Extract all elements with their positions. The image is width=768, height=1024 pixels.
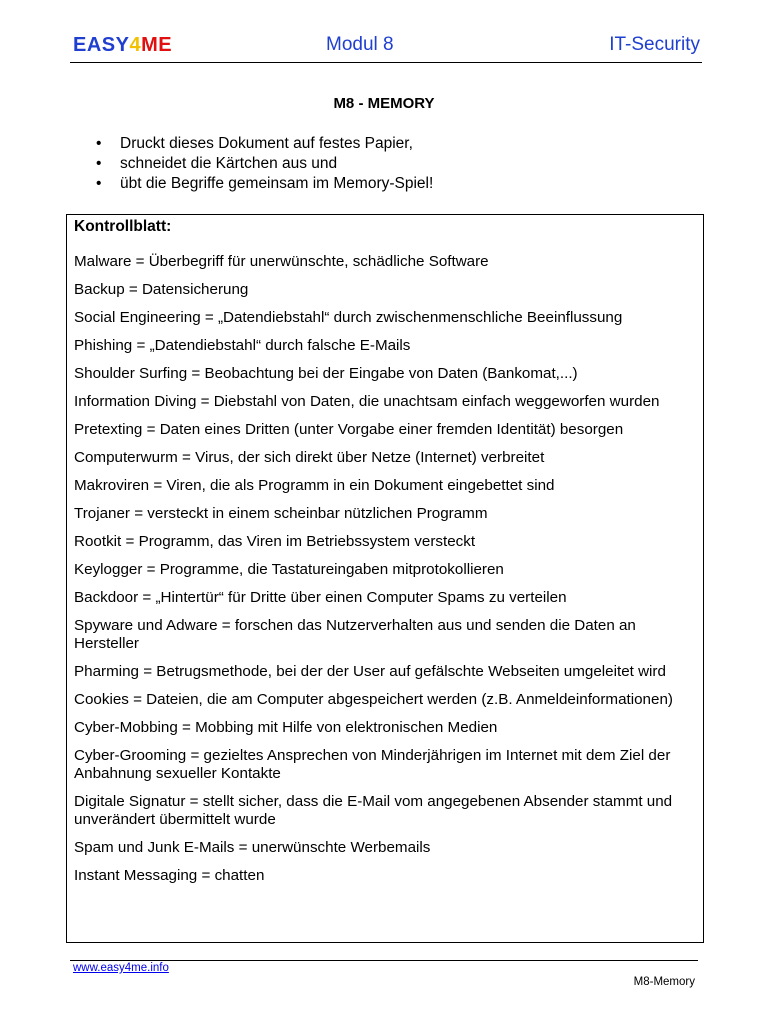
page-header [70, 30, 702, 63]
instruction-text: Druckt dieses Dokument auf festes Papier, [120, 135, 413, 152]
instruction-item [96, 154, 433, 174]
logo-part-easy: EASY [73, 34, 130, 56]
logo-part-me: ME [141, 34, 173, 56]
glossary-entry: Spyware und Adware = forschen das Nutzerverhalten aus und senden die Daten an Hersteller [74, 617, 636, 652]
footer-page-label: M8-Memory [633, 976, 695, 988]
glossary-entry: Makroviren = Viren, die als Programm in ein Dokument eingebettet sind [74, 477, 555, 494]
kontrollblatt-box [66, 214, 704, 943]
glossary-entry: Cyber-Grooming = gezieltes Ansprechen von Minderjährigen im Internet mit dem Ziel der Anbahnung sexueller Kontakte [74, 747, 671, 782]
glossary-entry: Shoulder Surfing = Beobachtung bei der Eingabe von Daten (Bankomat,...) [74, 365, 578, 382]
glossary-entry: Cyber-Mobbing = Mobbing mit Hilfe von elektronischen Medien [74, 719, 498, 736]
logo-part-4: 4 [129, 34, 142, 56]
instruction-text: übt die Begriffe gemeinsam im Memory-Spiel! [120, 175, 434, 192]
module-label: Modul 8 [326, 34, 394, 55]
easy4me-logo [73, 34, 172, 57]
glossary-entry: Instant Messaging = chatten [74, 867, 265, 884]
footer-website-link[interactable]: www.easy4me.info [73, 962, 169, 974]
glossary-entry: Cookies = Dateien, die am Computer abgespeichert werden (z.B. Anmeldeinformationen) [74, 691, 673, 708]
glossary-entry: Rootkit = Programm, das Viren im Betriebssystem versteckt [74, 533, 476, 550]
instruction-text: schneidet die Kärtchen aus und [120, 155, 338, 172]
kontrollblatt-title: Kontrollblatt: [74, 218, 172, 235]
instruction-item [96, 174, 433, 194]
glossary-entry: Keylogger = Programme, die Tastatureingaben mitprotokollieren [74, 561, 504, 578]
instructions-list [96, 134, 433, 194]
glossary-entry: Computerwurm = Virus, der sich direkt über Netze (Internet) verbreitet [74, 449, 545, 466]
glossary-entry: Digitale Signatur = stellt sicher, dass die E-Mail vom angegebenen Absender stammt und unverändert übermittelt wurde [74, 793, 673, 828]
bullet-icon: • [96, 155, 102, 172]
glossary-entry: Pretexting = Daten eines Dritten (unter Vorgabe einer fremden Identität) besorgen [74, 421, 624, 438]
bullet-icon: • [96, 175, 102, 192]
glossary-entry: Pharming = Betrugsmethode, bei der der User auf gefälschte Webseiten umgeleitet wird [74, 663, 666, 680]
glossary-entry: Backdoor = „Hintertür“ für Dritte über einen Computer Spams zu verteilen [74, 589, 567, 606]
glossary-entry: Trojaner = versteckt in einem scheinbar nützlichen Programm [74, 505, 488, 522]
glossary-entry: Information Diving = Diebstahl von Daten, die unachtsam einfach weggeworfen wurden [74, 393, 660, 410]
instruction-item [96, 134, 433, 154]
bullet-icon: • [96, 135, 102, 152]
kontrollblatt-entries [74, 253, 696, 895]
glossary-entry: Social Engineering = „Datendiebstahl“ durch zwischenmenschliche Beeinflussung [74, 309, 623, 326]
glossary-entry: Phishing = „Datendiebstahl“ durch falsche E-Mails [74, 337, 411, 354]
document-title: M8 - MEMORY [333, 95, 435, 112]
glossary-entry: Spam und Junk E-Mails = unerwünschte Werbemails [74, 839, 431, 856]
glossary-entry: Backup = Datensicherung [74, 281, 249, 298]
glossary-entry: Malware = Überbegriff für unerwünschte, schädliche Software [74, 253, 489, 270]
footer-divider [70, 960, 698, 961]
subject-label: IT-Security [609, 34, 700, 55]
